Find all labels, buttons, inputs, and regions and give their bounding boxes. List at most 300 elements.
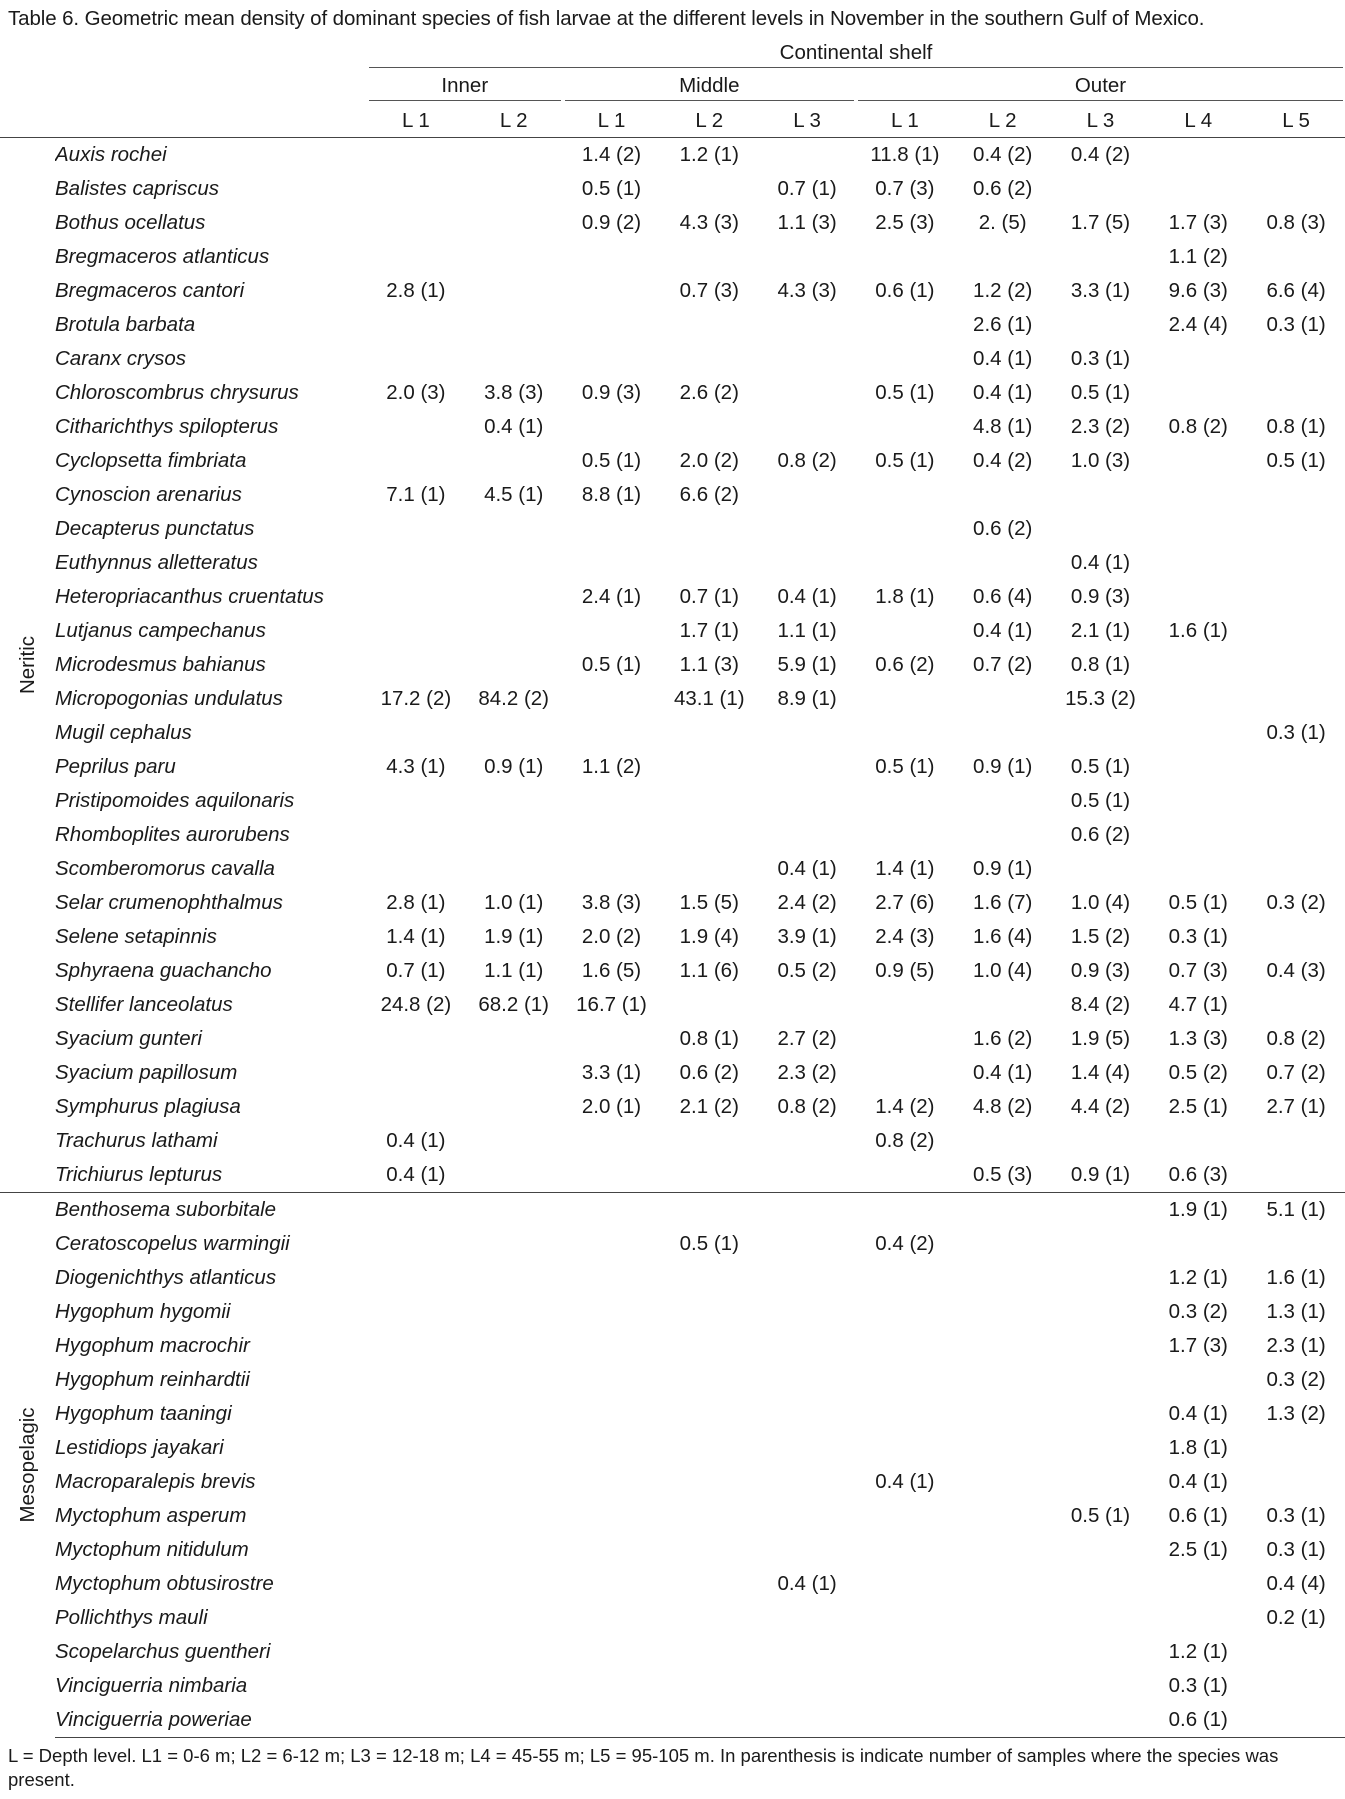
density-value: 0.4 (1) bbox=[973, 1061, 1033, 1084]
density-value bbox=[563, 1397, 661, 1431]
density-value: 17.2 (2) bbox=[380, 687, 452, 710]
species-name: Stellifer lanceolatus bbox=[55, 993, 233, 1016]
table-row bbox=[0, 1090, 1345, 1124]
density-value bbox=[465, 1124, 563, 1158]
species-name: Sphyraena guachancho bbox=[55, 959, 272, 982]
density-value: 0.4 (1) bbox=[973, 381, 1033, 404]
species-name: Cynoscion arenarius bbox=[55, 483, 242, 506]
density-value bbox=[1247, 138, 1345, 173]
species-name: Myctophum nitidulum bbox=[55, 1538, 249, 1561]
density-value bbox=[1052, 1329, 1150, 1363]
density-value bbox=[660, 1329, 758, 1363]
density-value bbox=[660, 1363, 758, 1397]
species-name: Syacium gunteri bbox=[55, 1027, 202, 1050]
density-value: 0.5 (1) bbox=[581, 177, 642, 200]
density-value: 1.4 (4) bbox=[1070, 1061, 1131, 1084]
group-label: Mesopelagic bbox=[15, 1407, 39, 1523]
density-value bbox=[660, 1601, 758, 1635]
density-value bbox=[954, 1363, 1052, 1397]
density-value bbox=[660, 818, 758, 852]
species-name: Decapterus punctatus bbox=[55, 517, 255, 540]
density-value bbox=[1149, 580, 1247, 614]
species-name: Myctophum asperum bbox=[55, 1504, 247, 1527]
density-value bbox=[465, 1533, 563, 1567]
density-value bbox=[367, 1567, 465, 1601]
species-name: Mugil cephalus bbox=[55, 721, 192, 744]
density-value: 1.1 (2) bbox=[581, 755, 642, 778]
density-value bbox=[1052, 1669, 1150, 1703]
density-value bbox=[1149, 172, 1247, 206]
density-value: 0.5 (1) bbox=[875, 381, 935, 404]
density-value: 0.8 (2) bbox=[777, 449, 837, 472]
density-value bbox=[856, 546, 954, 580]
density-value: 0.8 (1) bbox=[1070, 653, 1131, 676]
density-value: 0.4 (1) bbox=[386, 1129, 446, 1152]
density-value bbox=[660, 1158, 758, 1193]
density-value bbox=[758, 410, 856, 444]
density-value bbox=[856, 716, 954, 750]
density-value: 0.5 (1) bbox=[1070, 789, 1131, 812]
species-name: Chloroscombrus chrysurus bbox=[55, 381, 299, 404]
level-header: L 1 bbox=[563, 104, 661, 138]
density-value: 1.9 (1) bbox=[484, 925, 544, 948]
level-header: L 3 bbox=[758, 104, 856, 138]
density-value bbox=[660, 1499, 758, 1533]
density-value bbox=[465, 274, 563, 308]
density-value bbox=[660, 1431, 758, 1465]
density-value bbox=[1052, 1295, 1150, 1329]
density-value bbox=[1052, 1703, 1150, 1738]
density-value bbox=[563, 682, 661, 716]
table-row bbox=[0, 1295, 1345, 1329]
density-value: 0.7 (1) bbox=[777, 177, 837, 200]
density-value: 2.3 (2) bbox=[1070, 415, 1131, 438]
density-value: 0.5 (1) bbox=[1168, 891, 1228, 914]
density-value: 1.4 (1) bbox=[875, 857, 935, 880]
density-value: 5.9 (1) bbox=[777, 653, 837, 676]
density-value bbox=[367, 1431, 465, 1465]
density-value: 0.4 (2) bbox=[973, 143, 1033, 166]
density-value bbox=[465, 580, 563, 614]
density-value bbox=[758, 1158, 856, 1193]
density-value: 9.6 (3) bbox=[1168, 279, 1228, 302]
density-value bbox=[1149, 342, 1247, 376]
density-value bbox=[563, 1363, 661, 1397]
table-row bbox=[0, 1329, 1345, 1363]
table-row bbox=[0, 240, 1345, 274]
density-value: 0.5 (1) bbox=[1070, 381, 1131, 404]
density-value bbox=[856, 1431, 954, 1465]
density-value bbox=[563, 716, 661, 750]
species-name: Lestidiops jayakari bbox=[55, 1436, 224, 1459]
density-value: 0.5 (3) bbox=[973, 1163, 1033, 1186]
table-row bbox=[0, 478, 1345, 512]
density-value bbox=[758, 1397, 856, 1431]
density-value bbox=[758, 1601, 856, 1635]
species-name: Hygophum hygomii bbox=[55, 1300, 231, 1323]
density-value bbox=[563, 1669, 661, 1703]
density-value bbox=[856, 784, 954, 818]
density-value bbox=[1052, 1533, 1150, 1567]
density-value bbox=[758, 1499, 856, 1533]
density-value: 0.4 (1) bbox=[386, 1163, 446, 1186]
density-value bbox=[954, 1601, 1052, 1635]
density-value: 2.4 (1) bbox=[581, 585, 642, 608]
species-name: Ceratoscopelus warmingii bbox=[55, 1232, 290, 1255]
density-value bbox=[465, 1397, 563, 1431]
density-value bbox=[1149, 716, 1247, 750]
density-value bbox=[563, 1124, 661, 1158]
density-value: 8.8 (1) bbox=[581, 483, 642, 506]
species-name: Bregmaceros atlanticus bbox=[55, 245, 270, 268]
table-row bbox=[0, 852, 1345, 886]
density-value bbox=[1247, 1635, 1345, 1669]
density-value bbox=[758, 1193, 856, 1228]
table-row bbox=[0, 1193, 1345, 1228]
density-value: 2.7 (6) bbox=[875, 891, 935, 914]
density-value bbox=[758, 818, 856, 852]
density-value bbox=[367, 240, 465, 274]
density-value bbox=[954, 1227, 1052, 1261]
density-value bbox=[660, 1124, 758, 1158]
density-value bbox=[856, 1193, 954, 1228]
density-value bbox=[367, 1329, 465, 1363]
table-row bbox=[0, 1499, 1345, 1533]
density-value: 0.8 (2) bbox=[1168, 415, 1228, 438]
density-value: 2.4 (4) bbox=[1168, 313, 1228, 336]
density-value: 0.6 (2) bbox=[973, 517, 1033, 540]
density-value bbox=[367, 410, 465, 444]
density-value: 1.1 (1) bbox=[484, 959, 544, 982]
density-value: 1.3 (1) bbox=[1266, 1300, 1326, 1323]
density-value bbox=[1247, 580, 1345, 614]
density-value bbox=[660, 1295, 758, 1329]
level-header: L 1 bbox=[367, 104, 465, 138]
density-value bbox=[660, 784, 758, 818]
density-value bbox=[367, 648, 465, 682]
density-value: 3.8 (3) bbox=[581, 891, 642, 914]
species-name: Myctophum obtusirostre bbox=[55, 1572, 274, 1595]
density-value bbox=[758, 1295, 856, 1329]
density-value: 0.6 (2) bbox=[973, 177, 1033, 200]
density-value: 1.2 (1) bbox=[1168, 1266, 1228, 1289]
density-value bbox=[1052, 1465, 1150, 1499]
density-value bbox=[1247, 512, 1345, 546]
density-value: 2.8 (1) bbox=[386, 279, 446, 302]
density-value bbox=[856, 1022, 954, 1056]
density-value bbox=[856, 1499, 954, 1533]
density-value bbox=[856, 1295, 954, 1329]
density-value: 1.4 (2) bbox=[581, 143, 642, 166]
density-value bbox=[1149, 682, 1247, 716]
density-value bbox=[660, 852, 758, 886]
density-value: 1.6 (4) bbox=[973, 925, 1033, 948]
header-row-shelf bbox=[0, 38, 1345, 71]
level-header: L 3 bbox=[1052, 104, 1150, 138]
density-value bbox=[1247, 376, 1345, 410]
density-table bbox=[0, 38, 1345, 1738]
density-value: 0.9 (1) bbox=[484, 755, 544, 778]
density-value: 0.8 (1) bbox=[679, 1027, 739, 1050]
density-value bbox=[1247, 784, 1345, 818]
density-value bbox=[1247, 1703, 1345, 1738]
density-value: 0.6 (2) bbox=[1070, 823, 1131, 846]
density-value bbox=[660, 342, 758, 376]
density-value: 1.6 (1) bbox=[1168, 619, 1228, 642]
density-value bbox=[563, 512, 661, 546]
density-value bbox=[758, 546, 856, 580]
density-value bbox=[758, 1669, 856, 1703]
table-row bbox=[0, 1261, 1345, 1295]
density-value: 4.5 (1) bbox=[484, 483, 544, 506]
density-value bbox=[758, 988, 856, 1022]
density-value bbox=[660, 750, 758, 784]
density-value bbox=[660, 1635, 758, 1669]
density-value bbox=[954, 1567, 1052, 1601]
species-name: Euthynnus alletteratus bbox=[55, 551, 258, 574]
density-value: 0.6 (1) bbox=[875, 279, 935, 302]
density-value bbox=[954, 478, 1052, 512]
density-value bbox=[1247, 1669, 1345, 1703]
density-value bbox=[1247, 1227, 1345, 1261]
density-value: 0.3 (1) bbox=[1168, 925, 1228, 948]
density-value bbox=[758, 750, 856, 784]
density-value bbox=[660, 1533, 758, 1567]
density-value bbox=[954, 1635, 1052, 1669]
density-value bbox=[954, 1431, 1052, 1465]
density-value bbox=[367, 1295, 465, 1329]
density-value bbox=[367, 1635, 465, 1669]
density-value bbox=[758, 240, 856, 274]
species-name: Cyclopsetta fimbriata bbox=[55, 449, 247, 472]
density-value: 0.3 (2) bbox=[1266, 891, 1326, 914]
density-value: 2.0 (2) bbox=[581, 925, 642, 948]
density-value: 2.0 (3) bbox=[386, 381, 446, 404]
density-value: 0.4 (4) bbox=[1266, 1572, 1326, 1595]
density-value: 2.6 (2) bbox=[679, 381, 739, 404]
density-value: 0.5 (1) bbox=[679, 1232, 739, 1255]
density-value bbox=[465, 852, 563, 886]
density-value: 2.5 (1) bbox=[1168, 1538, 1228, 1561]
density-value: 0.6 (2) bbox=[875, 653, 935, 676]
density-value bbox=[758, 1124, 856, 1158]
density-value bbox=[954, 240, 1052, 274]
table-row bbox=[0, 206, 1345, 240]
density-value: 0.7 (2) bbox=[1266, 1061, 1326, 1084]
species-name: Micropogonias undulatus bbox=[55, 687, 283, 710]
density-value bbox=[367, 1601, 465, 1635]
density-value bbox=[563, 852, 661, 886]
density-value bbox=[563, 1227, 661, 1261]
density-value bbox=[563, 1329, 661, 1363]
density-value bbox=[1247, 682, 1345, 716]
density-value: 1.2 (2) bbox=[973, 279, 1033, 302]
density-value bbox=[1052, 512, 1150, 546]
density-value bbox=[660, 1193, 758, 1228]
density-value bbox=[1149, 750, 1247, 784]
density-value bbox=[465, 1431, 563, 1465]
species-name: Heteropriacanthus cruentatus bbox=[55, 585, 324, 608]
density-value bbox=[758, 1465, 856, 1499]
density-value bbox=[758, 308, 856, 342]
density-value bbox=[367, 1227, 465, 1261]
density-value bbox=[758, 376, 856, 410]
density-value bbox=[465, 1499, 563, 1533]
density-value bbox=[465, 1022, 563, 1056]
density-value bbox=[367, 852, 465, 886]
density-value: 2.6 (1) bbox=[973, 313, 1033, 336]
density-value bbox=[660, 716, 758, 750]
density-value bbox=[367, 1193, 465, 1228]
density-value bbox=[465, 444, 563, 478]
density-value: 0.5 (1) bbox=[875, 755, 935, 778]
header-row-zones bbox=[0, 71, 1345, 104]
density-value bbox=[1247, 1465, 1345, 1499]
density-value bbox=[856, 614, 954, 648]
density-value: 0.4 (1) bbox=[777, 585, 837, 608]
density-value bbox=[856, 1635, 954, 1669]
density-value bbox=[563, 342, 661, 376]
density-value: 0.5 (1) bbox=[581, 449, 642, 472]
density-value bbox=[758, 716, 856, 750]
density-value bbox=[758, 1431, 856, 1465]
density-value: 0.6 (3) bbox=[1168, 1163, 1228, 1186]
density-value: 0.8 (1) bbox=[1266, 415, 1326, 438]
table-footnote: L = Depth level. L1 = 0-6 m; L2 = 6-12 m; L3 = 12-18 m; L4 = 45-55 m; L5 = 95-105 m. In parenthesis is indicate number of samples where the species was present. bbox=[8, 1745, 1279, 1790]
table-row bbox=[0, 1227, 1345, 1261]
density-value bbox=[465, 308, 563, 342]
density-value bbox=[856, 410, 954, 444]
density-value: 1.1 (1) bbox=[777, 619, 837, 642]
density-value bbox=[1247, 342, 1345, 376]
table-row bbox=[0, 1703, 1345, 1738]
table-row bbox=[0, 138, 1345, 173]
density-value bbox=[465, 1056, 563, 1090]
density-value bbox=[465, 1158, 563, 1193]
density-value bbox=[856, 1703, 954, 1738]
density-value: 2.0 (1) bbox=[581, 1095, 642, 1118]
density-value: 2.8 (1) bbox=[386, 891, 446, 914]
density-value bbox=[563, 308, 661, 342]
density-value bbox=[660, 1465, 758, 1499]
density-value: 8.9 (1) bbox=[777, 687, 837, 710]
density-value bbox=[367, 1261, 465, 1295]
density-value: 3.3 (1) bbox=[581, 1061, 642, 1084]
density-value: 0.4 (1) bbox=[777, 1572, 837, 1595]
table-row bbox=[0, 1022, 1345, 1056]
species-name: Hygophum taaningi bbox=[55, 1402, 232, 1425]
level-header: L 4 bbox=[1149, 104, 1247, 138]
density-value bbox=[1149, 1124, 1247, 1158]
density-value: 7.1 (1) bbox=[386, 483, 446, 506]
density-value bbox=[856, 342, 954, 376]
density-value bbox=[1052, 1193, 1150, 1228]
density-value bbox=[563, 1635, 661, 1669]
density-value bbox=[465, 1567, 563, 1601]
continental-shelf-header: Continental shelf bbox=[367, 38, 1345, 71]
density-value bbox=[1149, 138, 1247, 173]
density-value: 1.1 (3) bbox=[777, 211, 837, 234]
level-header: L 2 bbox=[465, 104, 563, 138]
density-value bbox=[563, 1499, 661, 1533]
table-row bbox=[0, 818, 1345, 852]
density-value bbox=[465, 512, 563, 546]
density-value: 0.4 (1) bbox=[973, 619, 1033, 642]
density-value bbox=[856, 1329, 954, 1363]
density-value: 0.5 (1) bbox=[875, 449, 935, 472]
table-row bbox=[0, 512, 1345, 546]
density-value bbox=[660, 1261, 758, 1295]
density-value: 1.1 (2) bbox=[1168, 245, 1228, 268]
species-name: Caranx crysos bbox=[55, 347, 187, 370]
density-value bbox=[856, 478, 954, 512]
density-value bbox=[856, 682, 954, 716]
table-row bbox=[0, 1056, 1345, 1090]
density-value bbox=[954, 1193, 1052, 1228]
density-value bbox=[1247, 1124, 1345, 1158]
density-value bbox=[1149, 1227, 1247, 1261]
density-value bbox=[1149, 1567, 1247, 1601]
density-value: 4.4 (2) bbox=[1070, 1095, 1131, 1118]
density-value bbox=[465, 1261, 563, 1295]
density-value bbox=[954, 682, 1052, 716]
density-value bbox=[856, 1567, 954, 1601]
density-value bbox=[465, 1227, 563, 1261]
density-value: 0.5 (1) bbox=[1070, 1504, 1131, 1527]
group-label: Neritic bbox=[15, 635, 39, 695]
table-row bbox=[0, 648, 1345, 682]
density-value bbox=[660, 988, 758, 1022]
table-row bbox=[0, 1363, 1345, 1397]
density-value bbox=[563, 240, 661, 274]
species-name: Rhomboplites aurorubens bbox=[55, 823, 290, 846]
density-value bbox=[465, 1669, 563, 1703]
density-value bbox=[367, 138, 465, 173]
density-value: 1.4 (2) bbox=[875, 1095, 935, 1118]
density-value: 0.7 (1) bbox=[679, 585, 739, 608]
density-value: 0.3 (2) bbox=[1266, 1368, 1326, 1391]
density-value bbox=[856, 1261, 954, 1295]
density-value bbox=[1149, 478, 1247, 512]
density-value bbox=[367, 206, 465, 240]
density-value: 0.3 (1) bbox=[1266, 1504, 1326, 1527]
density-value: 1.5 (2) bbox=[1070, 925, 1131, 948]
density-value: 2.0 (2) bbox=[679, 449, 739, 472]
density-value bbox=[465, 784, 563, 818]
density-value bbox=[563, 1703, 661, 1738]
density-value bbox=[563, 1431, 661, 1465]
species-name: Vinciguerria nimbaria bbox=[55, 1674, 248, 1697]
density-value: 0.4 (1) bbox=[1070, 551, 1131, 574]
density-value bbox=[954, 1124, 1052, 1158]
zone-header-inner: Inner bbox=[367, 71, 563, 104]
density-value bbox=[465, 1703, 563, 1738]
density-value bbox=[1052, 1601, 1150, 1635]
density-value bbox=[758, 1703, 856, 1738]
density-value: 0.9 (3) bbox=[1070, 585, 1131, 608]
density-value bbox=[856, 1669, 954, 1703]
density-value bbox=[563, 1261, 661, 1295]
density-value: 0.4 (1) bbox=[875, 1470, 935, 1493]
density-value bbox=[1247, 614, 1345, 648]
density-value bbox=[954, 1669, 1052, 1703]
density-value bbox=[758, 1533, 856, 1567]
density-value bbox=[954, 1261, 1052, 1295]
species-name: Bregmaceros cantori bbox=[55, 279, 245, 302]
density-value: 6.6 (2) bbox=[679, 483, 739, 506]
density-value: 1.6 (5) bbox=[581, 959, 642, 982]
density-value bbox=[1247, 1158, 1345, 1193]
